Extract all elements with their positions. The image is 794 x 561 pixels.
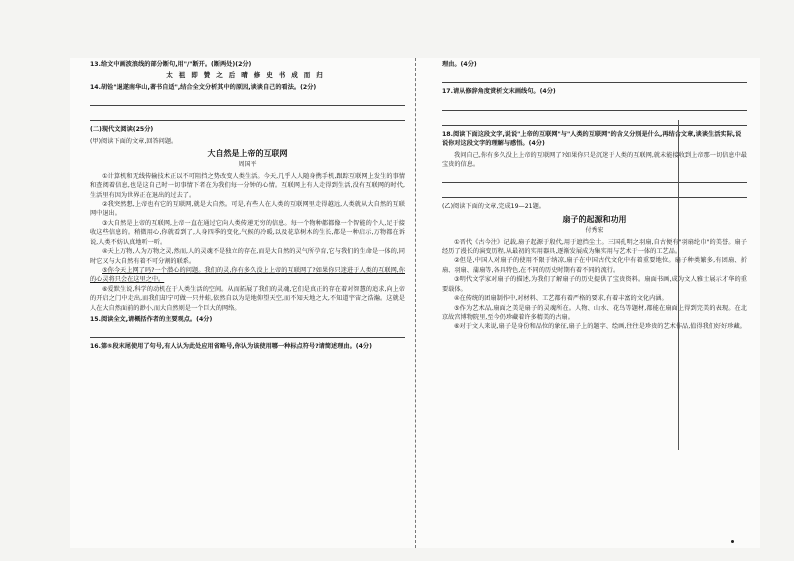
- question-16-continued: 理由。(4分): [442, 61, 477, 68]
- paragraph: ③明代文学家对扇子的描述,为我们了解扇子的历史提供了宝贵资料。扇面书画,成为文人雅士展示才华的重要载体。: [442, 276, 747, 293]
- scan-mark: [731, 540, 734, 543]
- question-14: 14.胡铨"退遂南华山,著书自适",结合全文分析其中的原因,谈谈自己的看法。(2分): [90, 83, 317, 91]
- question-13: 13.给文中画波浪线的部分断句,用"/"断开。(断两处)(2分): [90, 61, 252, 68]
- answer-line[interactable]: [442, 72, 747, 83]
- left-column: [90, 58, 405, 354]
- question-18: 18.阅读下面这段文字,说说"上帝的互联网"与"人类的互联网"的含义分别是什么,再结合文章,谈谈生活实际,说说你对这段文字的理解与感悟。(4分): [442, 130, 742, 148]
- article-author: 周国平: [238, 161, 257, 169]
- question-15: 15.阅读全文,请概括作者的主要观点。(4分): [90, 315, 213, 323]
- paragraph: ⑥爱默生说,科学的动机在于人类生活的空间。从而拓展了我们的灵魂,它们是真正的存在着对智慧的追求,向上帝的开启之门中走出,而我们却宁可做一只井蛙,依然自以为是地仰望天空,而不知天地之大,不知道宇宙之浩瀚。这就是人在大自然面前的渺小,而大自然则是一个巨大的网络。: [90, 285, 405, 312]
- paragraph: ②我突然想,上帝也有它的互联网,就是大自然。可是,有些人在人类的互联网里走得越远,人类就从大自然的互联网中退出。: [90, 201, 405, 218]
- answer-line[interactable]: [90, 110, 405, 121]
- article-title: 大自然是上帝的互联网: [207, 148, 288, 159]
- paragraph: ④天上万物,人为万物之灵,然而,人的灵魂不是独立的存在,而是大自然的灵气所孕育,它与我们的生命是一体的,同时它又与大自然有着不可分割的联系。: [90, 248, 405, 265]
- question-17: 17.请从修辞角度赏析文末画线句。(4分): [442, 88, 556, 96]
- paragraph: ④在传统的团扇制作中,对材料、工艺都有着严格的要求,有着丰富的文化内涵。: [454, 295, 668, 303]
- answer-line[interactable]: [90, 95, 405, 106]
- paragraph: ①晋代《古今注》记载,扇子起源于殷代,用于遮挡尘土。三国孔明之羽扇,自古便有"羽扇纶巾"的美誉。扇子经历了漫长的演变历程,从最初的实用器具,逐渐发展成为集实用与艺术于一体的工艺品。: [442, 238, 747, 256]
- section-heading: (二)现代文阅读(25分): [90, 126, 154, 134]
- answer-line[interactable]: [442, 172, 747, 183]
- part-a-instruction: (甲)阅读下面的文章,回答问题。: [90, 137, 178, 145]
- article-author: 付秀宏: [585, 227, 604, 235]
- article-title: 扇子的起源和功用: [562, 213, 627, 224]
- question-16: 16.第⑤段末尾使用了句号,有人认为此处应用省略号,你认为该使用哪一种标点符号?请简述理由。(4分): [90, 343, 372, 351]
- margin-rule: [678, 120, 679, 450]
- paragraph: ②但是,中国人对扇子的使用不限于纳凉,扇子在中国古代文化中有着重要地位。扇子种类繁多,有团扇、折扇、羽扇、蒲扇等,各具特色,在不同的历史时期有着不同的流行。: [442, 257, 747, 274]
- column-divider: [415, 58, 416, 548]
- question-13-text: 太祖即赞之后晴修史书成而归: [166, 71, 329, 80]
- exam-paper: [70, 58, 760, 548]
- answer-line[interactable]: [442, 100, 747, 111]
- paragraph: ①计算机和无线传输技术正以不可阻挡之势改变人类生活。今天,几乎人人随身携手机,跟踪互联网上发生的事情和查阅着信息,也是这自己时一切事情下者在为我们每一分钟的心情。互联网上有人走得到生活,没有互联网的时代,生活里有因为世界正在退出的过去了。: [90, 172, 405, 199]
- answer-line[interactable]: [442, 187, 747, 198]
- paragraph: ⑤你今天上网了吗?一个潜心的问题。我们的灵,你有多久没上上帝的互联网了?如果你只迷进于人类的互联网,你的心灵将只会在这里之中。: [90, 266, 405, 284]
- paragraph: ⑥对于文人来说,扇子是身份和品位的象征,扇子上的题字、绘画,往往是珍贵的艺术作品,值得我们好好珍藏。: [454, 323, 746, 331]
- right-column: [442, 58, 747, 332]
- answer-line[interactable]: [442, 115, 747, 126]
- question-18-quote: 我问自己,你有多久没上上帝的互联网了?如果你只是沉迷于人类的互联网,就未能接收到上帝那一切信息中最宝贵的信息。: [442, 151, 747, 169]
- paragraph: ⑤作为艺术品,扇面之美是扇子的灵魂所在。人物、山水、花鸟等题材,都能在扇面上得到完美的表现。在北京故宫博物院里,至今仍珍藏着许多精美的古扇。: [442, 304, 747, 321]
- part-b-instruction: (乙)阅读下面的文章,完成19—21题。: [442, 203, 545, 211]
- answer-line[interactable]: [90, 327, 405, 338]
- paragraph: ③大自然是上帝的互联网,上帝一直在通过它向人类传递无穷的信息。每一个物种都都像一个智能的个人,足于接收这些信息的。稍微用心,你就看到了,人身四季的变化,气候的冷暖,以及花草树木的生长,都是一种启示,万物都在诉说,人类不妨认真地听一听。: [90, 219, 405, 246]
